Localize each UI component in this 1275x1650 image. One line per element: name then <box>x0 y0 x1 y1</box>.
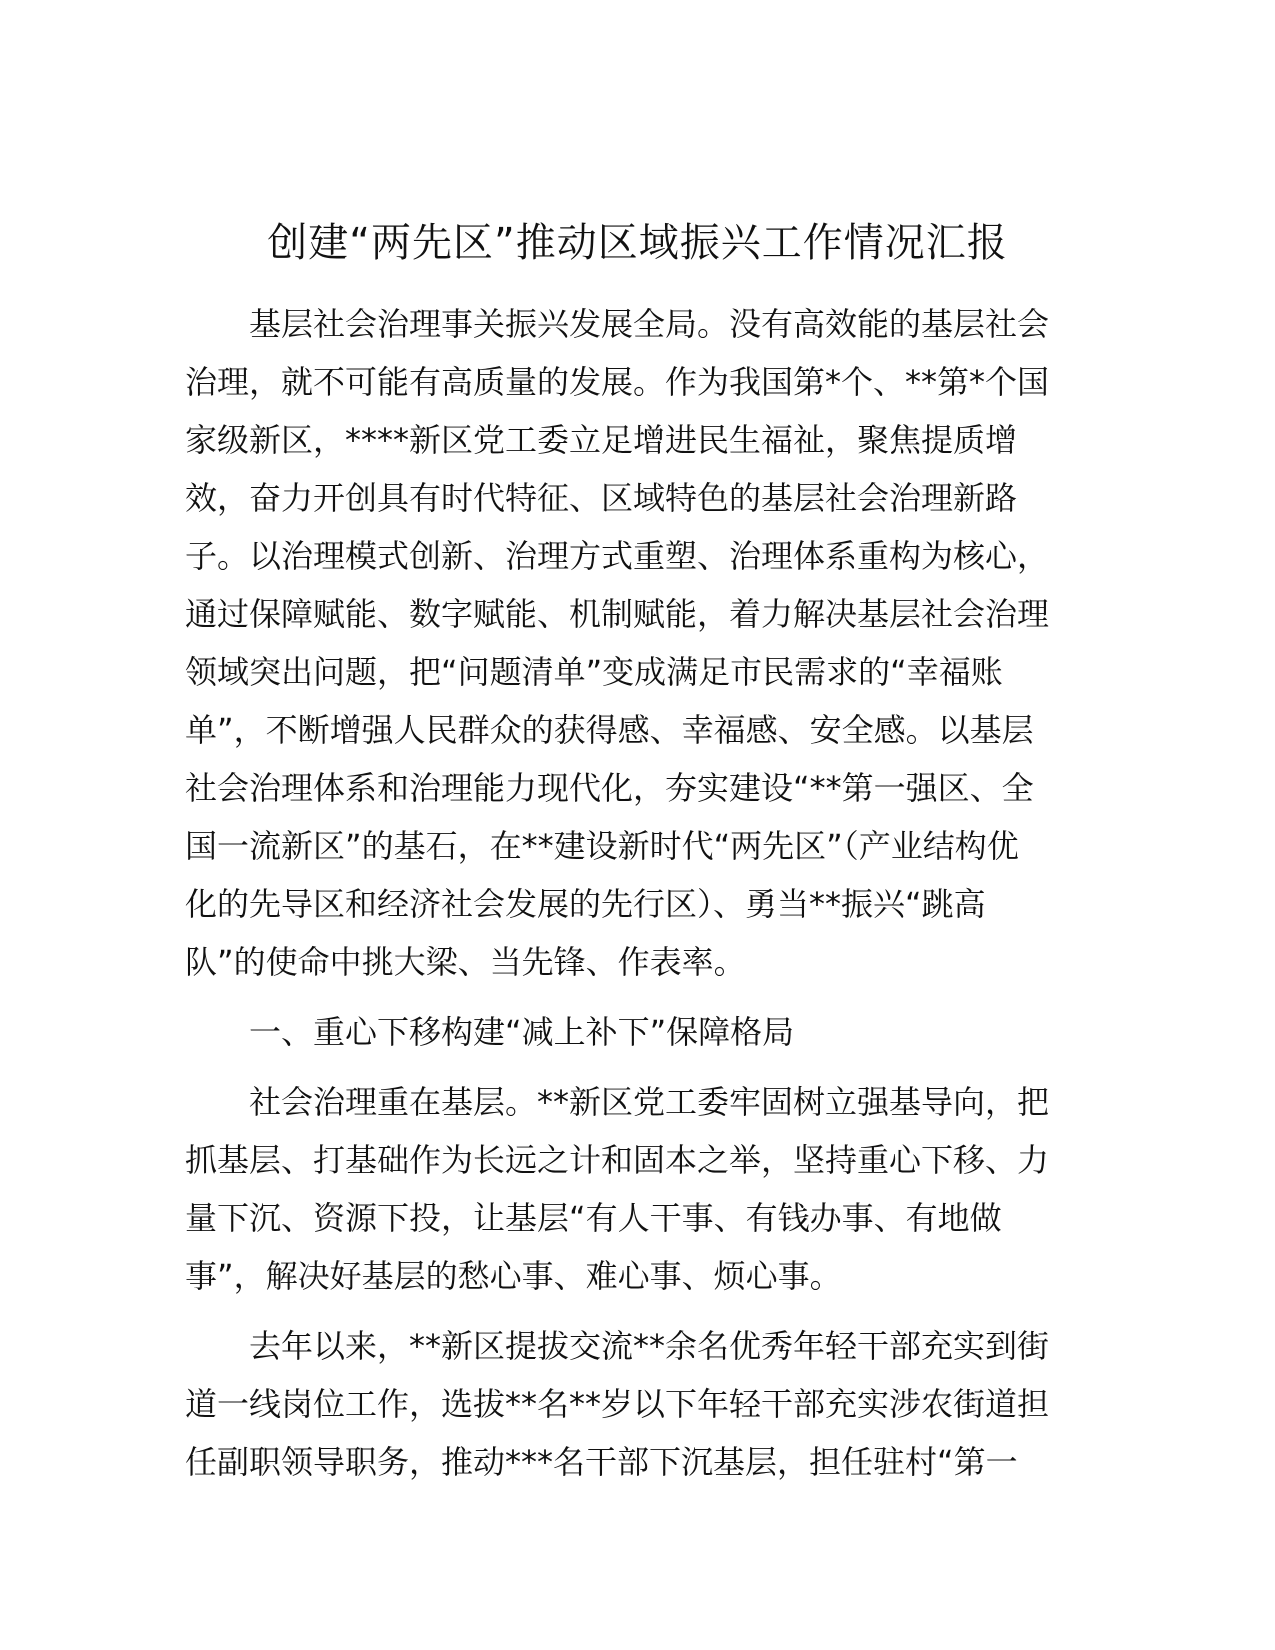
paragraph-line: 抓基层、打基础作为长远之计和固本之举，坚持重心下移、力 <box>185 1141 1050 1179</box>
paragraph-line: 去年以来，**新区提拔交流**余名优秀年轻干部充实到街 <box>249 1327 1050 1365</box>
paragraph-spacer <box>185 1061 1090 1073</box>
paragraph-intro <box>185 295 1090 991</box>
paragraph-line: 道一线岗位工作，选拔**名**岁以下年轻干部充实涉农街道担 <box>185 1385 1050 1423</box>
paragraph-line: 社会治理重在基层。**新区党工委牢固树立强基导向，把 <box>249 1083 1050 1121</box>
paragraph-line: 任副职领导职务，推动***名干部下沉基层，担任驻村“第一 <box>185 1443 1018 1481</box>
paragraph-line: 量下沉、资源下投，让基层“有人干事、有钱办事、有地做 <box>185 1199 1002 1237</box>
paragraph-line: 事”，解决好基层的愁心事、难心事、烦心事。 <box>185 1257 842 1295</box>
paragraph-line: 治理，就不可能有高质量的发展。作为我国第*个、**第*个国 <box>185 363 1050 401</box>
paragraph-line: 单”，不断增强人民群众的获得感、幸福感、安全感。以基层 <box>185 711 1034 749</box>
paragraph-section-1-detail <box>185 1317 1090 1491</box>
paragraph-line: 效，奋力开创具有时代特征、区域特色的基层社会治理新路 <box>185 479 1018 517</box>
paragraph-section-1-intro <box>185 1073 1090 1305</box>
paragraph-line: 领域突出问题，把“问题清单”变成满足市民需求的“幸福账 <box>185 653 1003 691</box>
section-heading <box>185 1003 1090 1061</box>
paragraph-line: 子。以治理模式创新、治理方式重塑、治理体系重构为核心， <box>185 537 1050 575</box>
paragraph-line: 通过保障赋能、数字赋能、机制赋能，着力解决基层社会治理 <box>185 595 1050 633</box>
paragraph-line: 基层社会治理事关振兴发展全局。没有高效能的基层社会 <box>249 305 1050 343</box>
document-title: 创建“两先区”推动区域振兴工作情况汇报 <box>267 220 1008 266</box>
section-heading-text: 一、重心下移构建“减上补下”保障格局 <box>249 1013 795 1051</box>
paragraph-spacer <box>185 1305 1090 1317</box>
paragraph-line: 社会治理体系和治理能力现代化，夯实建设“**第一强区、全 <box>185 769 1034 807</box>
document-body <box>185 295 1090 1491</box>
paragraph-line: 化的先导区和经济社会发展的先行区）、勇当**振兴“跳高 <box>185 885 986 923</box>
paragraph-spacer <box>185 991 1090 1003</box>
paragraph-line: 国一流新区”的基石，在**建设新时代“两先区”（产业结构优 <box>185 827 1019 865</box>
paragraph-line: 家级新区，****新区党工委立足增进民生福祉，聚焦提质增 <box>185 421 1018 459</box>
paragraph-line: 队”的使命中挑大梁、当先锋、作表率。 <box>185 943 746 981</box>
